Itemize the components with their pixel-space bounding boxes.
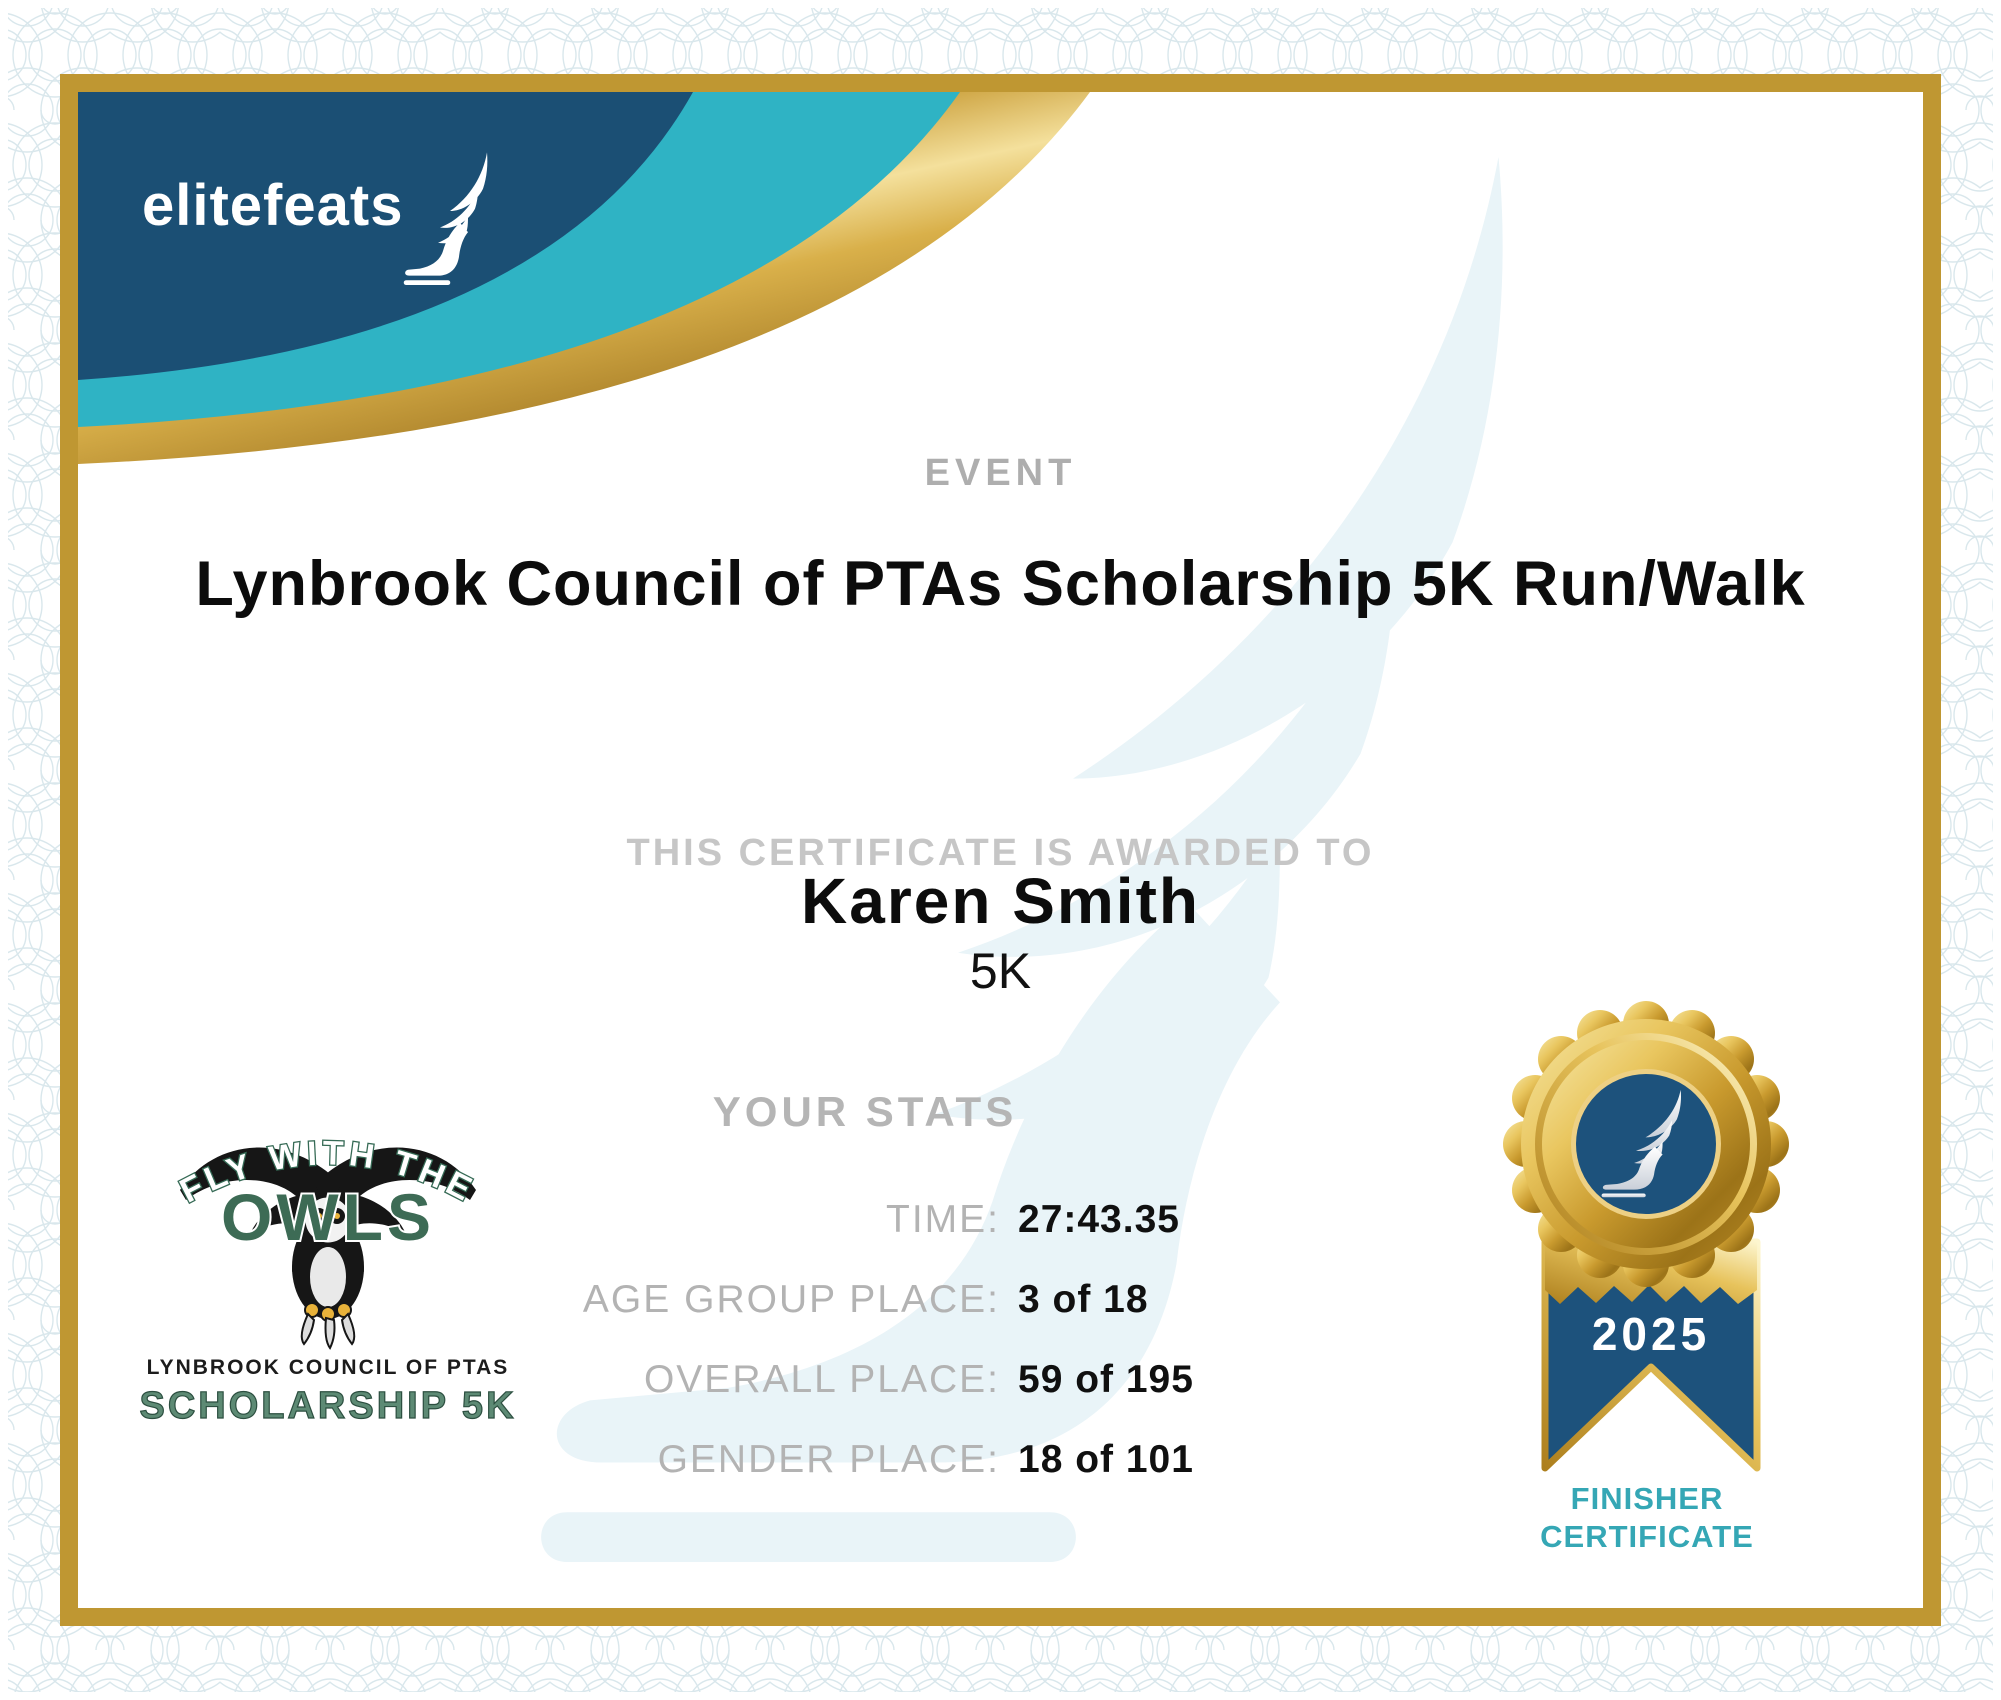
stats-section-label: YOUR STATS bbox=[712, 1088, 1018, 1135]
brand-logo-text: elitefeats bbox=[142, 173, 404, 238]
stat-label: OVERALL PLACE: bbox=[643, 1358, 1000, 1401]
medal-rosette bbox=[1503, 1001, 1789, 1287]
awarded-label: THIS CERTIFICATE IS AWARDED TO bbox=[626, 832, 1375, 874]
stat-label: GENDER PLACE: bbox=[657, 1438, 1000, 1481]
finisher-medal bbox=[1498, 990, 1798, 1476]
owls-race-name: SCHOLARSHIP 5K bbox=[139, 1385, 517, 1427]
stat-value: 18 of 101 bbox=[1018, 1438, 1194, 1481]
stat-value: 3 of 18 bbox=[1018, 1278, 1149, 1321]
stat-label: AGE GROUP PLACE: bbox=[582, 1278, 1000, 1321]
medal-year: 2025 bbox=[1591, 1308, 1711, 1360]
finisher-caption-line2: CERTIFICATE bbox=[1540, 1519, 1754, 1554]
certificate-panel bbox=[60, 74, 1941, 1626]
finisher-caption-line1: FINISHER bbox=[1570, 1481, 1724, 1516]
stat-value: 59 of 195 bbox=[1018, 1358, 1194, 1401]
recipient-name: Karen Smith bbox=[801, 865, 1200, 937]
brand-logo bbox=[142, 150, 602, 310]
race-division: 5K bbox=[969, 943, 1032, 999]
finisher-caption bbox=[1497, 1480, 1797, 1556]
event-label: EVENT bbox=[924, 452, 1077, 494]
owls-arc-text: FLY WITH THE bbox=[173, 1134, 482, 1211]
event-title: Lynbrook Council of PTAs Scholarship 5K Run/Walk bbox=[195, 549, 1806, 619]
owls-word: OWLS bbox=[221, 1180, 435, 1254]
owls-subtitle: LYNBROOK COUNCIL OF PTAS bbox=[146, 1356, 510, 1379]
stat-value: 27:43.35 bbox=[1018, 1198, 1180, 1241]
stat-label: TIME: bbox=[886, 1198, 1000, 1241]
winged-foot-icon bbox=[400, 150, 500, 285]
owls-race-logo bbox=[128, 1102, 528, 1437]
